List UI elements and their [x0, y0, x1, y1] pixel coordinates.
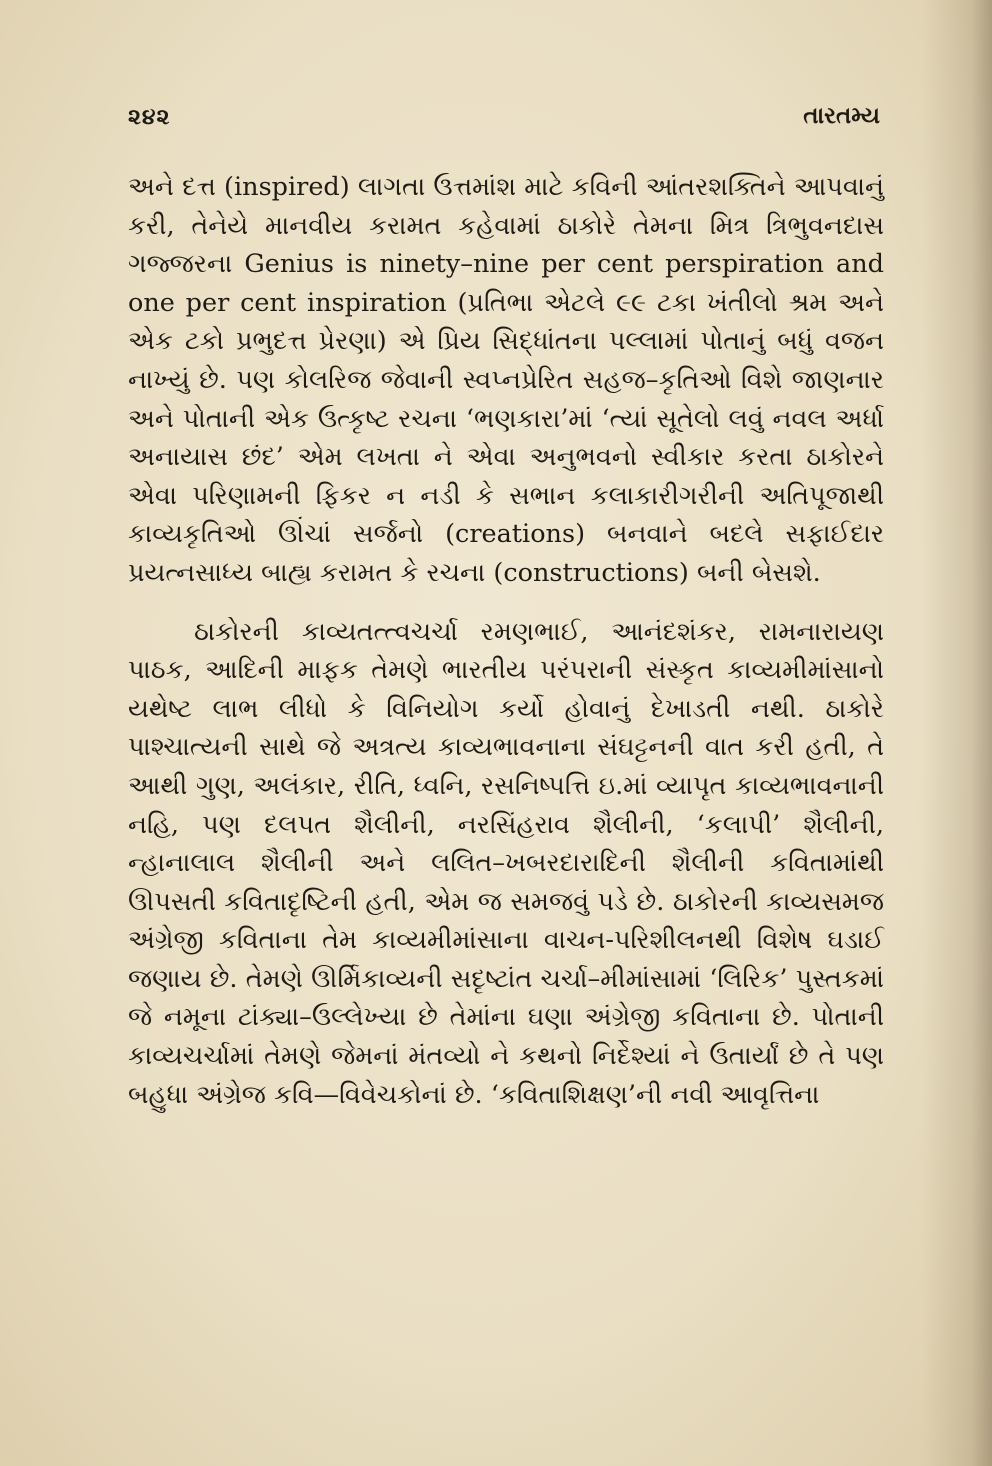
page-number: ૨૪૨: [128, 104, 171, 130]
page-header: [128, 100, 880, 140]
body-text: [128, 168, 884, 1114]
paragraph-2: ઠાકોરની કાવ્યતત્ત્વચર્ચા રમણભાઈ, આનંદશંકર, રામનારાયણ પાઠક, આદિની માફક તેમણે ભારતીય પરંપરાની સંસ્કૃત કાવ્યમીમાંસાનો યથેષ્ટ લાભ લીધો કે વિનિયોગ કર્યો હોવાનું દેખાડતી નથી. ઠાકોરે પાશ્ચાત્યની સાથે જે અત્રત્ય કાવ્યભાવનાના સંઘટ્ટનની વાત કરી હતી, તે આથી ગુણ, અલંકાર, રીતિ, ધ્વનિ, રસનિષ્પત્તિ ઇ.માં વ્યાપૃત કાવ્યભાવનાની નહિ, પણ દલપત શૈલીની, નરસિંહરાવ શૈલીની, ‘કલાપી’ શૈલીની, ન્હાનાલાલ શૈલીની અને લલિત–ખબરદારાદિની શૈલીની કવિતામાંથી ઊપસતી કવિતાદૃષ્ટિની હતી, એમ જ સમજવું પડે છે. ઠાકોરની કાવ્યસમજ અંગ્રેજી કવિતાના તેમ કાવ્યમીમાંસાના વાચન-પરિશીલનથી વિશેષ ઘડાઈ જણાય છે. તેમણે ઊર્મિકાવ્યની સદૃષ્ટાંત ચર્ચા–મીમાંસામાં ‘લિરિક’ પુસ્તકમાં જે નમૂના ટાંક્યા–ઉલ્લેખ્યા છે તેમાંના ઘણા અંગ્રેજી કવિતાના છે. પોતાની કાવ્યચર્ચામાં તેમણે જેમનાં મંતવ્યો ને કથનો નિર્દેશ્યાં ને ઉતાર્યાં છે તે પણ બહુધા અંગ્રેજ કવિ—વિવેચકોનાં છે. ‘કવિતાશિક્ષણ’ની નવી આવૃત્તિના: [128, 616, 884, 1110]
running-head: તારતમ્ય: [803, 102, 880, 129]
paragraph-1: અને દત્ત (inspired) લાગતા ઉત્તમાંશ માટે કવિની આંતરશક્તિને આપવાનું કરી, તેનેયે માનવીય કરામત કહેવામાં ઠાકોરે તેમના મિત્ર ત્રિભુવનદાસ ગજ્જરના Genius is ninety–nine per cent perspiration and one per cent inspiration (પ્રતિભા એટલે ૯૯ ટકા ખંતીલો શ્રમ અને એક ટકો પ્રભુદત્ત પ્રેરણા) એ પ્રિય સિદ્ધાંતના પલ્લામાં પોતાનું બધું વજન નાખ્યું છે. પણ કોલરિજ જેવાની સ્વપ્નપ્રેરિત સહજ–કૃતિઓ વિશે જાણનાર અને પોતાની એક ઉત્કૃષ્ટ રચના ‘ભણકારા’માં ‘ત્યાં સૂતેલો લવું નવલ અર્ધા અનાયાસ છંદ’ એમ લખતા ને એવા અનુભવનો સ્વીકાર કરતા ઠાકોરને એવા પરિણામની ફિકર ન નડી કે સભાન કલાકારીગરીની અતિપૂજાથી કાવ્યકૃતિઓ ઊંચાં સર્જનો (creations) બનવાને બદલે સફાઈદાર પ્રયત્નસાધ્ય બાહ્ય કરામત કે રચના (constructions) બની બેસશે.: [128, 172, 884, 588]
